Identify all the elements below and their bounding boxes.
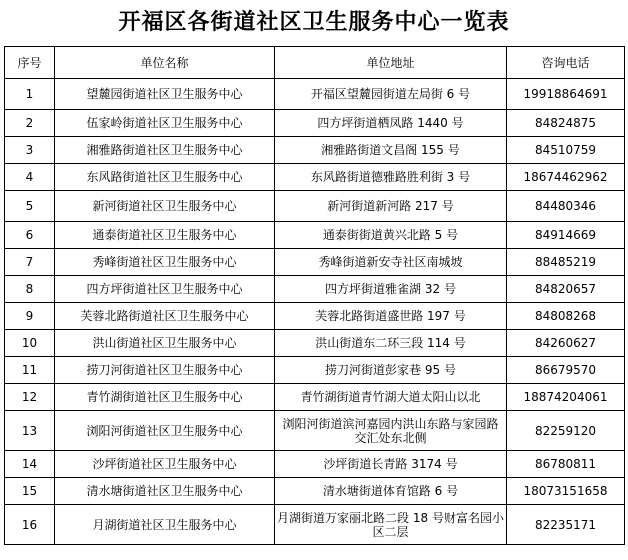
- row-phone: 88485219: [507, 249, 625, 276]
- row-address: 四方坪街道栖凤路 1440 号: [275, 110, 507, 137]
- table-row: [5, 384, 625, 411]
- row-phone: 84824875: [507, 110, 625, 137]
- header-address: 单位地址: [275, 47, 507, 79]
- header-name: 单位名称: [55, 47, 275, 79]
- row-no: 1: [5, 79, 55, 110]
- table-row: [5, 478, 625, 505]
- table-row: [5, 222, 625, 249]
- table-row: [5, 411, 625, 451]
- row-name: 东风路街道社区卫生服务中心: [55, 164, 275, 191]
- table-row: [5, 276, 625, 303]
- table-row: [5, 249, 625, 276]
- row-address: 通泰街街道黄兴北路 5 号: [275, 222, 507, 249]
- row-phone: 84820657: [507, 276, 625, 303]
- row-name: 望麓园街道社区卫生服务中心: [55, 79, 275, 110]
- row-phone: 84480346: [507, 191, 625, 222]
- table-row: [5, 164, 625, 191]
- table-row: [5, 137, 625, 164]
- row-address: 月湖街道万家丽北路二段 18 号财富名园小区二层: [275, 505, 507, 545]
- table-row: [5, 505, 625, 545]
- service-center-table: [4, 46, 625, 545]
- table-row: [5, 110, 625, 137]
- row-address: 新河街道新河路 217 号: [275, 191, 507, 222]
- row-phone: 82235171: [507, 505, 625, 545]
- table-row: [5, 79, 625, 110]
- row-phone: 19918864691: [507, 79, 625, 110]
- row-address: 浏阳河街道滨河嘉园内洪山东路与家园路交汇处东北侧: [275, 411, 507, 451]
- row-no: 2: [5, 110, 55, 137]
- row-phone: 84260627: [507, 330, 625, 357]
- row-name: 伍家岭街道社区卫生服务中心: [55, 110, 275, 137]
- row-no: 15: [5, 478, 55, 505]
- row-no: 16: [5, 505, 55, 545]
- row-name: 捞刀河街道社区卫生服务中心: [55, 357, 275, 384]
- row-address: 沙坪街道长青路 3174 号: [275, 451, 507, 478]
- row-name: 浏阳河街道社区卫生服务中心: [55, 411, 275, 451]
- row-no: 3: [5, 137, 55, 164]
- table-row: [5, 303, 625, 330]
- header-phone: 咨询电话: [507, 47, 625, 79]
- row-no: 5: [5, 191, 55, 222]
- page-title: 开福区各街道社区卫生服务中心一览表: [118, 10, 510, 35]
- row-phone: 18073151658: [507, 478, 625, 505]
- row-no: 7: [5, 249, 55, 276]
- row-address: 芙蓉北路街道盛世路 197 号: [275, 303, 507, 330]
- row-no: 8: [5, 276, 55, 303]
- row-name: 秀峰街道社区卫生服务中心: [55, 249, 275, 276]
- row-address: 东风路街道德雅路胜利街 3 号: [275, 164, 507, 191]
- row-no: 14: [5, 451, 55, 478]
- row-name: 通泰街道社区卫生服务中心: [55, 222, 275, 249]
- row-name: 青竹湖街道社区卫生服务中心: [55, 384, 275, 411]
- row-address: 四方坪街道雅雀湖 32 号: [275, 276, 507, 303]
- table-row: [5, 330, 625, 357]
- row-name: 湘雅路街道社区卫生服务中心: [55, 137, 275, 164]
- row-name: 四方坪街道社区卫生服务中心: [55, 276, 275, 303]
- row-phone: 84808268: [507, 303, 625, 330]
- table-row: [5, 357, 625, 384]
- row-phone: 86679570: [507, 357, 625, 384]
- row-no: 4: [5, 164, 55, 191]
- row-phone: 82259120: [507, 411, 625, 451]
- table-body: [5, 79, 625, 545]
- table-header-row: [5, 47, 625, 79]
- row-address: 开福区望麓园街道左局街 6 号: [275, 79, 507, 110]
- row-name: 清水塘街道社区卫生服务中心: [55, 478, 275, 505]
- row-phone: 18874204061: [507, 384, 625, 411]
- row-name: 沙坪街道社区卫生服务中心: [55, 451, 275, 478]
- row-no: 11: [5, 357, 55, 384]
- row-name: 新河街道社区卫生服务中心: [55, 191, 275, 222]
- row-no: 9: [5, 303, 55, 330]
- row-address: 清水塘街道体育馆路 6 号: [275, 478, 507, 505]
- table-row: [5, 451, 625, 478]
- row-address: 秀峰街道新安寺社区南城坡: [275, 249, 507, 276]
- row-address: 洪山街道东二环三段 114 号: [275, 330, 507, 357]
- row-no: 12: [5, 384, 55, 411]
- row-address: 湘雅路街道文昌阁 155 号: [275, 137, 507, 164]
- row-no: 10: [5, 330, 55, 357]
- row-address: 青竹湖街道青竹湖大道太阳山以北: [275, 384, 507, 411]
- row-phone: 86780811: [507, 451, 625, 478]
- row-phone: 84510759: [507, 137, 625, 164]
- row-name: 洪山街道社区卫生服务中心: [55, 330, 275, 357]
- row-no: 13: [5, 411, 55, 451]
- row-name: 月湖街道社区卫生服务中心: [55, 505, 275, 545]
- header-no: 序号: [5, 47, 55, 79]
- row-phone: 18674462962: [507, 164, 625, 191]
- row-address: 捞刀河街道彭家巷 95 号: [275, 357, 507, 384]
- table-row: [5, 191, 625, 222]
- row-phone: 84914669: [507, 222, 625, 249]
- row-name: 芙蓉北路街道社区卫生服务中心: [55, 303, 275, 330]
- row-no: 6: [5, 222, 55, 249]
